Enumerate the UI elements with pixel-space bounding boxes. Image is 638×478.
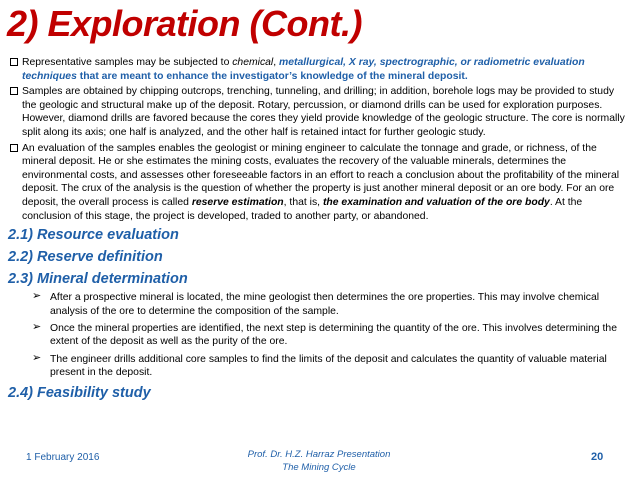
- bullet-italic-text: chemical: [232, 57, 274, 68]
- bullet-samples-evaluation: [8, 56, 630, 83]
- bullet-emphasis-text: metallurgical, X ray, spectrographic, or radiometric evaluation techniques: [22, 57, 585, 82]
- arrow-bullet-icon: ➢: [32, 351, 42, 364]
- footer-presenter: Prof. Dr. H.Z. Harraz Presentation: [247, 449, 391, 460]
- footer-date: 1 February 2016: [26, 452, 100, 463]
- list-item: [8, 322, 630, 349]
- page-number: 20: [591, 451, 604, 463]
- slide-body: [8, 56, 630, 405]
- section-resource-evaluation: 2.1) Resource evaluation: [8, 227, 179, 244]
- list-item: [8, 291, 630, 318]
- list-item-text: Once the mineral properties are identified, the next step is determining the quantity of the ore. This involves determining the extent of the deposit as well as the purity of the ore.: [50, 322, 617, 348]
- section-reserve-definition: 2.2) Reserve definition: [8, 249, 163, 266]
- checkbox-bullet-icon: [10, 58, 18, 66]
- bullet-text: An evaluation of the samples enables the geologist or mining engineer to calculate the tonnage and grade, or richness, of the mineral deposit. He or she estimates the mining costs, evaluates the recovery of the valuable minerals, determines the environmental costs, and assesses other foreseeable factors in an effort to reach a conclusion about the profitability of the mineral deposit. The crux of the analysis is the question of whether the property is just another mineral deposit or an ore body. For an ore deposit, the overall process is called: [22, 142, 620, 208]
- list-item-text: After a prospective mineral is located, the mine geologist then determines the ore properties. This may involve chemical analysis of the ore to determine the composition of the sample.: [50, 292, 600, 317]
- bullet-text: Samples are obtained by chipping outcrops, trenching, tunneling, and drilling; in addition, borehole logs may be provided to study the geologic and structural make up of the deposit. Rotary, percussion, or diamond drills can be used for exploration purposes. However, diamond drills are favored because the cores they yield provide knowledge of the geologic structure. The core is normally split along its axis; one half is analyzed, and the other half is retained intact for further geologic study.: [22, 86, 625, 138]
- arrow-bullet-icon: ➢: [32, 320, 42, 333]
- bullet-text: . At the conclusion of this stage, the project is developed, traded to another party, or abandoned.: [22, 196, 583, 222]
- list-item-text: The engineer drills additional core samples to find the limits of the deposit and calculates the quantity of valuable material present in the deposit.: [50, 353, 607, 379]
- bullet-text: , that is,: [283, 196, 323, 208]
- bullet-term: reserve estimation: [191, 196, 284, 208]
- section-mineral-determination: 2.3) Mineral determination: [8, 271, 188, 288]
- footer-credit: [0, 449, 638, 474]
- section-feasibility-study: 2.4) Feasibility study: [8, 384, 151, 401]
- bullet-sampling-methods: [8, 85, 630, 139]
- bullet-term: the examination and valuation of the ore body: [322, 196, 550, 208]
- slide-title: 2) Exploration (Cont.): [7, 3, 362, 44]
- bullet-emphasis-text: that are meant to enhance the investigator’s knowledge of the mineral deposit.: [76, 70, 468, 82]
- checkbox-bullet-icon: [10, 144, 18, 152]
- bullet-text: ,: [273, 57, 280, 68]
- checkbox-bullet-icon: [10, 87, 18, 95]
- arrow-bullet-icon: ➢: [32, 290, 42, 303]
- bullet-reserve-estimation: [8, 142, 630, 224]
- bullet-text: Representative samples may be subjected to: [22, 57, 233, 68]
- footer-topic: The Mining Cycle: [282, 461, 356, 473]
- list-item: [8, 353, 630, 380]
